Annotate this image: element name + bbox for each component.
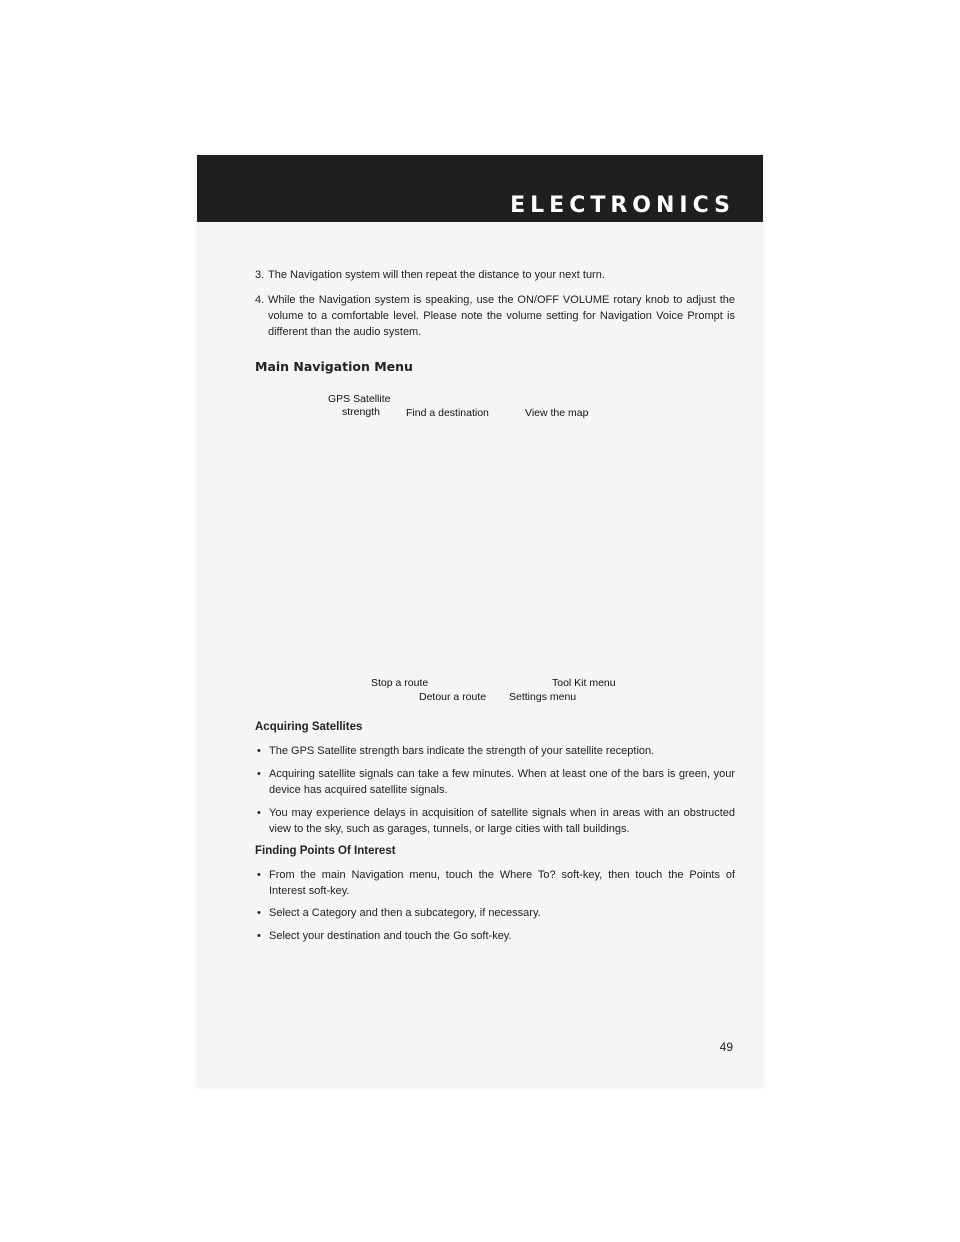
callout-settings-menu: Settings menu — [509, 691, 577, 703]
page-number: 49 — [719, 1040, 733, 1054]
list-item — [255, 928, 735, 944]
section-title: ELECTRONICS — [510, 193, 735, 218]
bullet-icon: • — [257, 869, 261, 881]
bullet-icon: • — [257, 930, 261, 942]
list-item-text: Select your destination and touch the Go soft-key. — [269, 930, 512, 942]
step-number: 3. — [255, 269, 265, 281]
acquiring-satellites-heading: Acquiring Satellites — [255, 721, 363, 733]
callout-gps-line1: GPS Satellite — [328, 393, 391, 405]
callout-find-destination: Find a destination — [406, 407, 489, 419]
manual-page — [197, 155, 763, 1088]
step-text: While the Navigation system is speaking, use the ON/OFF VOLUME rotary knob to adjust the volume to a comfortable level. Please note the volume setting for Navigation Voice Prompt is different than the audio system. — [268, 294, 735, 338]
callout-stop-route: Stop a route — [371, 677, 429, 689]
step-text: The Navigation system will then repeat the distance to your next turn. — [268, 269, 605, 281]
step-4 — [255, 292, 735, 340]
step-number: 4. — [255, 294, 265, 306]
bullet-icon: • — [257, 807, 261, 819]
callout-detour-route: Detour a route — [419, 691, 487, 703]
list-item-text: From the main Navigation menu, touch the Where To? soft-key, then touch the Points of Interest soft-key. — [269, 869, 735, 897]
list-item — [255, 867, 735, 899]
finding-poi-heading: Finding Points Of Interest — [255, 845, 396, 857]
bullet-icon: • — [257, 907, 261, 919]
bullet-icon: • — [257, 745, 261, 757]
bullet-icon: • — [257, 768, 261, 780]
step-3 — [255, 267, 735, 283]
list-item — [255, 905, 735, 921]
callout-toolkit-menu: Tool Kit menu — [552, 677, 616, 689]
callout-view-map: View the map — [525, 407, 589, 419]
list-item-text: You may experience delays in acquisition of satellite signals when in areas with an obstructed view to the sky, such as garages, tunnels, or large cities with tall buildings. — [269, 807, 735, 835]
main-navigation-menu-heading: Main Navigation Menu — [255, 359, 413, 374]
list-item — [255, 743, 735, 759]
list-item — [255, 766, 735, 798]
list-item-text: Acquiring satellite signals can take a few minutes. When at least one of the bars is green, your device has acquired satellite signals. — [269, 768, 735, 796]
list-item-text: Select a Category and then a subcategory, if necessary. — [269, 907, 541, 919]
section-header — [197, 155, 763, 222]
list-item — [255, 805, 735, 837]
list-item-text: The GPS Satellite strength bars indicate the strength of your satellite reception. — [269, 745, 655, 757]
callout-gps-line2: strength — [342, 406, 380, 418]
